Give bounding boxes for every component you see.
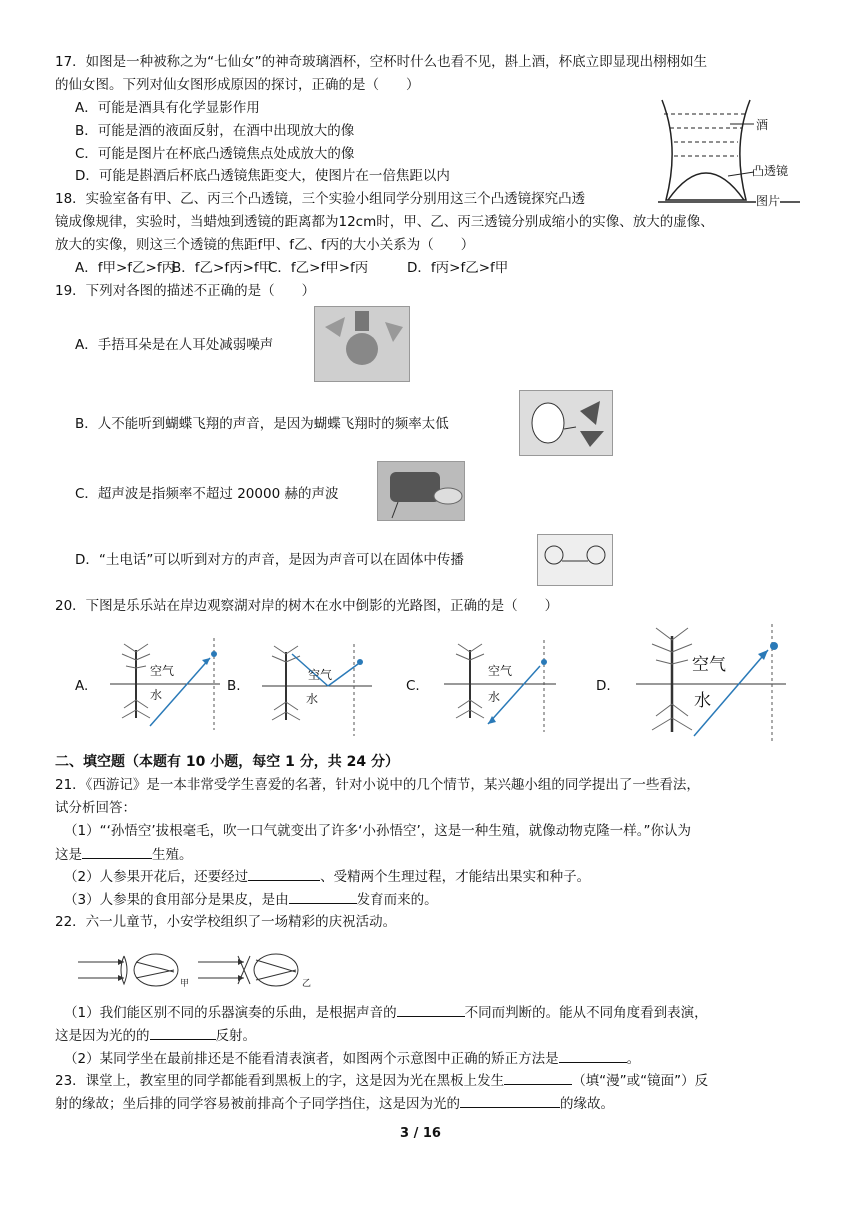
q21-part1-suffix: 生殖。	[152, 847, 193, 863]
q22-part2-suffix: 。	[626, 1051, 641, 1067]
q18-option-d: D．f丙>f乙>f甲	[407, 260, 509, 276]
q21-part1-line2	[55, 844, 193, 865]
q20-b-air-label: 空气	[308, 668, 333, 682]
q23-line2	[55, 1093, 614, 1114]
q21-part3	[64, 889, 438, 910]
q21-part1-line1: （1）“‘孙悟空’拔根毫毛，吹一口气就变出了许多‘小孙悟空’，这是一种生殖，就像动物克隆一样。”你认为	[64, 823, 691, 839]
q20-diagram-c	[444, 640, 564, 732]
q21-stem-line1: 21．《西游记》是一本非常受学生喜爱的名著，针对小说中的几个情节，某兴趣小组的同学提出了一些看法，	[55, 777, 700, 793]
q21-part3-prefix: （3）人参果的食用部分是果皮，是由	[64, 892, 289, 908]
q20-a-air-label: 空气	[150, 664, 175, 678]
fig-label-yi: 乙	[302, 979, 312, 989]
q17-option-c: C．可能是图片在杯底凸透镜焦点处成放大的像	[75, 146, 355, 162]
q18-stem-line1: 18．实验室备有甲、乙、丙三个凸透镜，三个实验小组同学分别用这三个凸透镜探究凸透	[55, 191, 586, 207]
q22-blank-2[interactable]	[150, 1025, 216, 1040]
q18-stem-line3: 放大的实像，则这三个透镜的焦距f甲、f乙、f丙的大小关系为（ ）	[55, 237, 475, 253]
q20-diagram-a	[110, 638, 234, 730]
noise-ears-image	[314, 306, 410, 382]
q17-stem-line1: 17．如图是一种被称之为“七仙女”的神奇玻璃酒杯，空杯时什么也看不见，斟上酒，杯底立即显现出栩栩如生	[55, 54, 708, 70]
q22-blank-3[interactable]	[559, 1048, 627, 1063]
q23-line2-prefix: 射的缘故；坐后排的同学容易被前排高个子同学挡住，这是因为光的	[55, 1096, 460, 1112]
page-number: 3 / 16	[400, 1126, 441, 1141]
butterfly-image	[519, 390, 613, 456]
eye-correction-figure	[78, 950, 328, 990]
q21-blank-2[interactable]	[248, 866, 320, 881]
picture-label: 图片	[756, 194, 781, 208]
q20-option-b: B.	[227, 678, 241, 694]
q22-part1-line1	[64, 1002, 708, 1023]
q21-part2	[64, 866, 590, 887]
q19-option-d: D．“土电话”可以听到对方的声音，是因为声音可以在固体中传播	[75, 552, 464, 568]
q21-stem-line2: 试分析回答：	[55, 800, 136, 816]
q20-a-water-label: 水	[150, 688, 163, 702]
q23-line1-prefix: 23．课堂上，教室里的同学都能看到黑板上的字，这是因为光在黑板上发生	[55, 1073, 505, 1089]
q20-option-c: C.	[406, 678, 420, 694]
q19-option-a: A．手捂耳朵是在人耳处减弱噪声	[75, 337, 274, 353]
q20-option-d: D.	[596, 678, 611, 694]
q20-c-water-label: 水	[488, 690, 501, 704]
q22-part1-line2	[55, 1025, 256, 1046]
string-telephone-image	[537, 534, 613, 586]
lens-label: 凸透镜	[752, 164, 789, 178]
q20-d-air-label: 空气	[692, 655, 726, 675]
q19-option-b: B．人不能听到蝴蝶飞翔的声音，是因为蝴蝶飞翔时的频率太低	[75, 416, 449, 432]
section-title-fill-in: 二、填空题（本题有 10 小题，每空 1 分，共 24 分）	[55, 754, 399, 770]
q18-stem-line2: 镜成像规律，实验时，当蜡烛到透镜的距离都为12cm时，甲、乙、丙三透镜分别成缩小的实像、放大的虚像、	[55, 214, 714, 230]
q22-part2-prefix: （2）某同学坐在最前排还是不能看清表演者，如图两个示意图中正确的矫正方法是	[64, 1051, 559, 1067]
q20-c-air-label: 空气	[488, 664, 513, 678]
q23-line1-suffix: （填“漫”或“镜面”）反	[572, 1073, 709, 1089]
q20-diagram-b	[262, 644, 382, 736]
ultrasonic-device-image	[377, 461, 465, 521]
q21-part3-suffix: 发育而来的。	[356, 892, 438, 908]
wine-label: 酒	[756, 118, 769, 132]
q19-stem: 19．下列对各图的描述不正确的是（ ）	[55, 283, 316, 299]
q17-option-d: D．可能是斟酒后杯底凸透镜焦距变大，使图片在一倍焦距以内	[75, 168, 450, 184]
q18-option-b: B．f乙>f丙>f甲	[172, 260, 273, 276]
q20-stem: 20．下图是乐乐站在岸边观察湖对岸的树木在水中倒影的光路图，正确的是（ ）	[55, 598, 559, 614]
q20-diagram-d	[636, 624, 796, 744]
q17-stem-line2: 的仙女图。下列对仙女图形成原因的探讨，正确的是（ ）	[55, 77, 420, 93]
q21-part2-suffix: 、受精两个生理过程，才能结出果实和种子。	[320, 869, 591, 885]
q23-line2-suffix: 的缘故。	[560, 1096, 614, 1112]
q22-part1-prefix: （1）我们能区别不同的乐器演奏的乐曲，是根据声音的	[64, 1005, 397, 1021]
q20-d-water-label: 水	[694, 691, 711, 711]
wine-glass-figure	[650, 96, 810, 212]
q21-blank-3[interactable]	[289, 889, 357, 904]
q21-part1-prefix: 这是	[55, 847, 82, 863]
q18-option-c: C．f乙>f甲>f丙	[268, 260, 369, 276]
q21-blank-1[interactable]	[82, 844, 152, 859]
q21-part2-prefix: （2）人参果开花后，还要经过	[64, 869, 249, 885]
q17-option-b: B．可能是酒的液面反射，在酒中出现放大的像	[75, 123, 355, 139]
q18-option-a: A．f甲>f乙>f丙	[75, 260, 176, 276]
q20-b-water-label: 水	[306, 692, 319, 706]
q22-blank-1[interactable]	[397, 1002, 465, 1017]
q23-blank-1[interactable]	[504, 1070, 572, 1085]
q22-part1b-suffix: 反射。	[215, 1028, 256, 1044]
fig-label-jia: 甲	[180, 979, 190, 989]
q17-option-a: A．可能是酒具有化学显影作用	[75, 100, 260, 116]
q22-stem: 22．六一儿童节，小安学校组织了一场精彩的庆祝活动。	[55, 914, 397, 930]
q19-option-c: C．超声波是指频率不超过 20000 赫的声波	[75, 486, 339, 502]
q23-line1	[55, 1070, 708, 1091]
q23-blank-2[interactable]	[460, 1093, 560, 1108]
q22-part2	[64, 1048, 640, 1069]
q22-part1-suffix: 不同而判断的。能从不同角度看到表演，	[464, 1005, 708, 1021]
q22-part1b-prefix: 这是因为光的的	[55, 1028, 150, 1044]
q20-option-a: A.	[75, 678, 89, 694]
